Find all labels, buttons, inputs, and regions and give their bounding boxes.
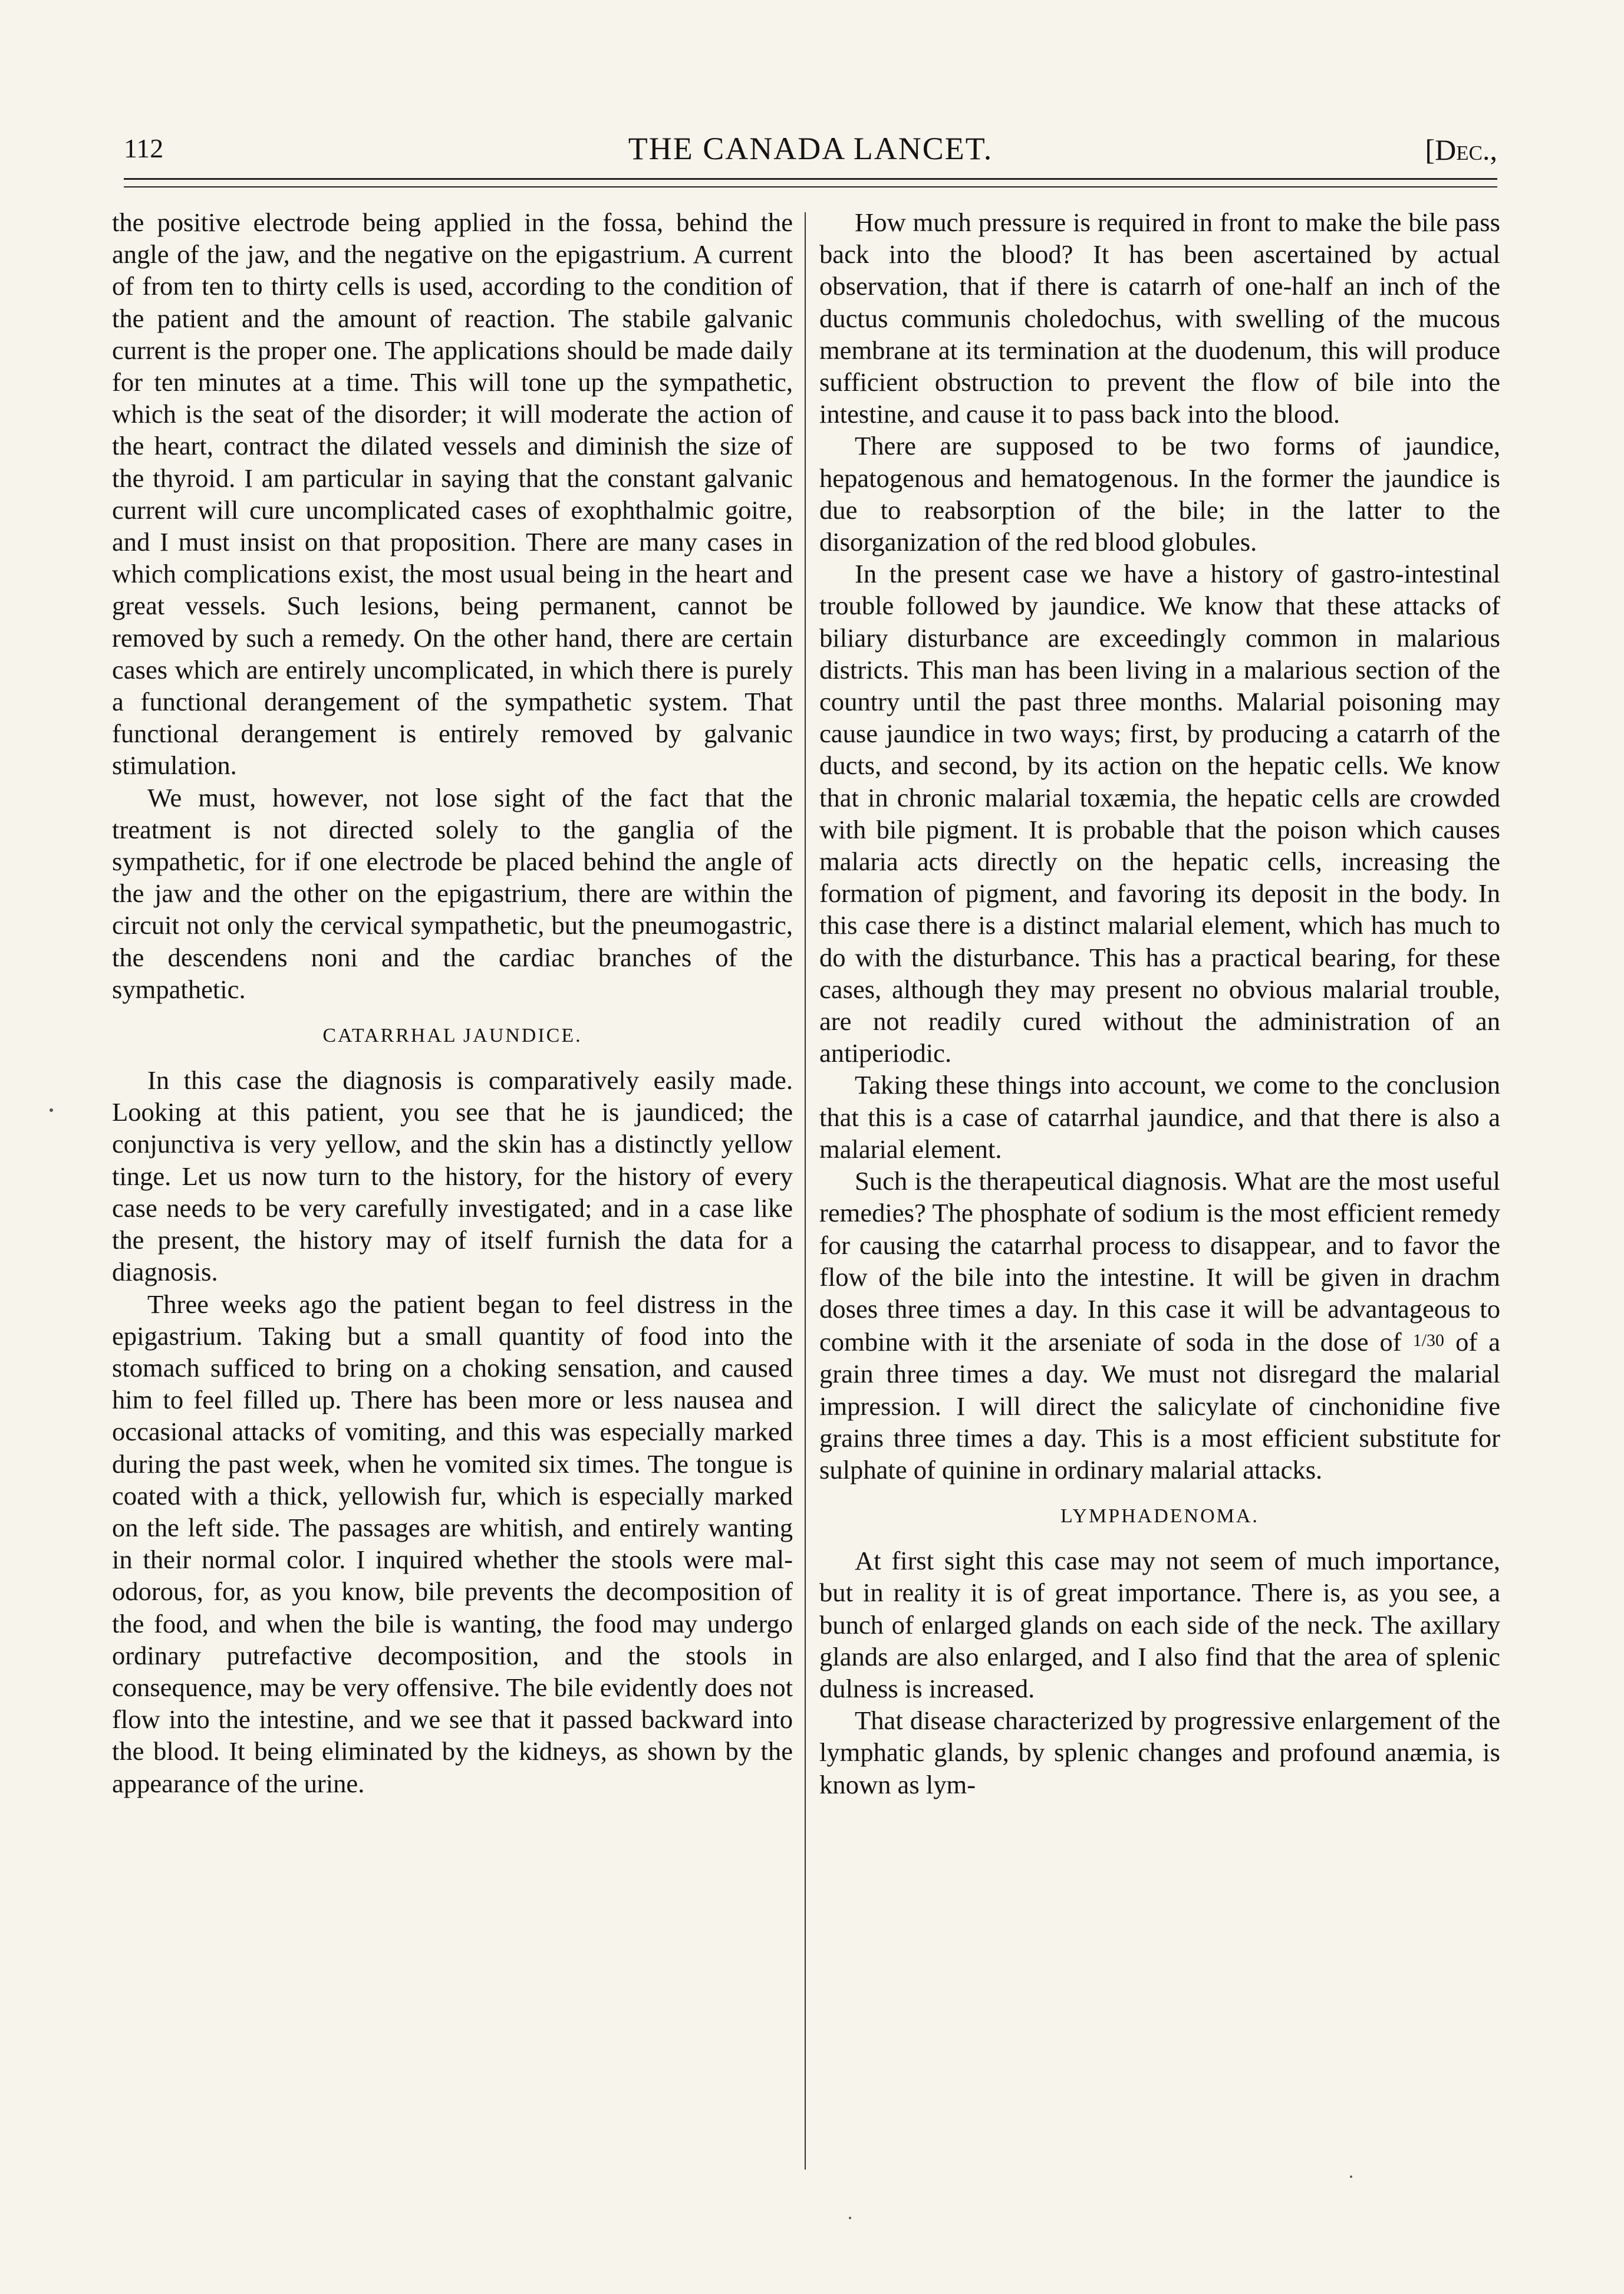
header-rule	[124, 178, 1497, 180]
paragraph-text: of a grain three times a day. We must not disregard the malarial impression. I will direct the salicylate of cinchonidine five grains three times a day. This is a most efficient substitute for sulphate of quinine in ordinary malarial attacks.	[819, 1327, 1501, 1485]
paragraph: That disease characterized by progressive enlargement of the lymphatic glands, by splenic changes and profound anæmia, is known as lym-	[819, 1706, 1500, 1799]
column-divider	[805, 212, 806, 2170]
print-speck	[1350, 2175, 1352, 2178]
section-heading-lymphadenoma: LYMPHADENOMA.	[1060, 1505, 1259, 1528]
paragraph-text: Such is the therapeutical diagnosis. What are the most useful remedies? The phosphate of sodium is the most efficient remedy for causing the catarrhal process to disappear, and to favor the flow of the bile into the intestine. It will be given in drachm doses three times a day. In this case it will be advantageous to combine with it the arseniate of soda in the dose of	[819, 1166, 1500, 1357]
print-speck	[849, 2217, 851, 2219]
paragraph: How much pressure is required in front to make the bile pass back into the blood? It has been ascertained by actual observation, that if there is catarrh of one-half an inch of the ductus communis choledochus, with swelling of the mucous membrane at its termination at the duodenum, this will produce sufficient obstruction to prevent the flow of bile into the intestine, and cause it to pass back into the blood.	[819, 208, 1500, 429]
dose-fraction: 1/30	[1412, 1331, 1445, 1351]
section-heading-catarrhal-jaundice: CATARRHAL JAUNDICE.	[322, 1025, 582, 1047]
paragraph: Taking these things into account, we come to the conclusion that this is a case of catarrhal jaundice, and that there is also a malarial element.	[819, 1070, 1500, 1164]
paragraph: At first sight this case may not seem of much importance, but in reality it is of great importance. There is, as you see, a bunch of enlarged glands on each side of the neck. The axillary glands are also enlarged, and I also find that the area of splenic dulness is increased.	[819, 1546, 1500, 1703]
paragraph: There are supposed to be two forms of jaundice, hepatogenous and hematogenous. In the former the jaundice is due to reabsorption of the bile; in the latter to the disorganization of the red blood globules.	[819, 431, 1500, 557]
right-column	[819, 206, 1500, 1801]
issue-month: [Dec.,	[1425, 133, 1497, 166]
paragraph: Three weeks ago the patient began to feel distress in the epigastrium. Taking but a small quantity of food into the stomach sufficed to bring on a choking sensation, and caused him to feel filled up. There has been more or less nausea and occasional attacks of vomiting, and this was especially marked during the past week, when he vomited six times. The tongue is coated with a thick, yellowish fur, which is especially marked on the left side. The passages are whitish, and entirely wanting in their normal color. I inquired whether the stools were mal-odorous, for, as you know, bile prevents the decomposition of the food, and when the bile is wanting, the food may undergo ordinary putrefactive decomposition, and the stools in consequence, may be very offensive. The bile evidently does not flow into the intestine, and we see that it passed backward into the blood. It being eliminated by the kidneys, as shown by the appearance of the urine.	[112, 1289, 793, 1798]
left-column	[112, 206, 793, 1799]
paragraph: In the present case we have a history of gastro-intestinal trouble followed by jaundice. We know that these attacks of biliary disturbance are exceedingly common in malarious districts. This man has been living in a malarious section of the country until the past three months. Malarial poisoning may cause jaundice in two ways; first, by producing a catarrh of the ducts, and second, by its action on the hepatic cells. We know that in chronic malarial toxæmia, the hepatic cells are crowded with bile pigment. It is probable that the poison which causes malaria acts directly on the hepatic cells, increasing the formation of pigment, and favoring its deposit in the body. In this case there is a distinct malarial element, which has much to do with the disturbance. This has a practical bearing, for these cases, although they may present no obvious malarial trouble, are not readily cured without the administration of an antiperiodic.	[819, 559, 1500, 1068]
paragraph-with-fraction	[819, 1165, 1500, 1486]
header-rule-double	[124, 186, 1497, 187]
print-speck	[50, 1108, 53, 1112]
paragraph: the positive electrode being applied in the fossa, behind the angle of the jaw, and the negative on the epigastrium. A current of from ten to thirty cells is used, according to the condition of the patient and the amount of reaction. The stabile galvanic current is the proper one. The applications should be made daily for ten minutes at a time. This will tone up the sympathetic, which is the seat of the disorder; it will moderate the action of the heart, contract the dilated vessels and diminish the size of the thyroid. I am particular in saying that the constant galvanic current will cure uncomplicated cases of exophthalmic goitre, and I must insist on that proposition. There are many cases in which complications exist, the most usual being in the heart and great vessels. Such lesions, being permanent, cannot be removed by such a remedy. On the other hand, there are certain cases which are entirely uncomplicated, in which there is purely a functional derangement of the sympathetic system. That functional derangement is entirely removed by galvanic stimulation.	[112, 208, 793, 781]
page-number: 112	[124, 133, 164, 163]
paragraph: We must, however, not lose sight of the fact that the treatment is not directed solely to the ganglia of the sympathetic, for if one electrode be placed behind the angle of the jaw and the other on the epigastrium, there are within the circuit not only the cervical sympathetic, but the pneumogastric, the descendens noni and the cardiac branches of the sympathetic.	[112, 782, 793, 1004]
journal-title: THE CANADA LANCET.	[628, 131, 993, 166]
running-header	[124, 127, 1497, 174]
paragraph: In this case the diagnosis is comparatively easily made. Looking at this patient, you see that he is jaundiced; the conjunctiva is very yellow, and the skin has a distinctly yellow tinge. Let us now turn to the history, for the history of every case needs to be very carefully investigated; and in a case like the present, the history may of itself furnish the data for a diagnosis.	[112, 1065, 793, 1287]
